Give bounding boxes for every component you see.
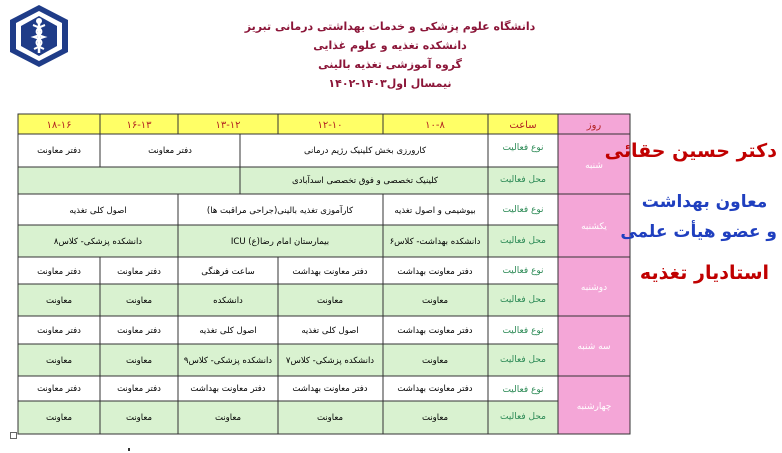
table-cell: اصول کلی تغذیه [69,206,127,216]
header-13-16: ۱۶-۱۳ [126,120,152,131]
label-type: نوع فعالیت [502,266,544,276]
table-cell: دفتر معاونت بهداشت [292,267,368,277]
header-8-10: ۱۰-۸ [425,120,445,131]
anchor-marker [10,432,17,439]
table-cell: دفتر معاونت بهداشت [190,384,266,394]
table-cell: دفتر معاونت [117,326,161,336]
table-cell: دانشکده پزشکی- کلاس۷ [285,356,375,366]
title-faculty-member: و عضو هیأت علمی [620,222,777,242]
table-cell: دفتر معاونت [37,146,81,156]
table-cell: معاونت [421,356,449,366]
table-cell: دفتر معاونت بهداشت [292,384,368,394]
table-cell: معاونت [45,356,73,366]
table-cell: معاونت [421,296,449,306]
faculty-name: دانشکده تغذیه و علوم غذایی [313,39,467,52]
table-cell: دانشکده [213,296,243,306]
table-cell: کارآموزی تغذیه بالینی(جراحی مراقبت ها) [206,206,354,216]
table-cell: دفتر معاونت بهداشت [397,267,473,277]
table-cell: معاونت [125,296,153,306]
table-cell: معاونت [421,413,449,423]
table-cell: دفتر معاونت بهداشت [397,384,473,394]
table-cell: معاونت [45,296,73,306]
header-10-12: ۱۲-۱۰ [317,120,343,131]
table-cell: اصول کلی تغذیه [301,326,359,336]
header-16-18: ۱۸-۱۶ [46,120,72,131]
label-type: نوع فعالیت [502,326,544,336]
day-saturday: شنبه [585,161,603,171]
table-cell: دفتر معاونت [117,267,161,277]
row-labels [500,143,546,422]
table-cell: اصول کلی تغذیه [199,326,257,336]
person-name: دکتر حسین حقائی [604,140,777,162]
label-type: نوع فعالیت [502,385,544,395]
table-cell: کارورزی بخش کلینیک رژیم درمانی [303,146,427,156]
label-place: محل فعالیت [500,412,546,422]
table-cell: دفتر معاونت [148,146,192,156]
label-place: محل فعالیت [500,175,546,185]
table-cell: دفتر معاونت [37,326,81,336]
cursor-mark [128,448,130,451]
table-cell: دفتر معاونت بهداشت [397,326,473,336]
table-cell: معاونت [316,413,344,423]
label-type: نوع فعالیت [502,205,544,215]
department-name: گروه آموزشی تغذیه بالینی [318,58,462,71]
table-cell: ICU بیمارستان امام رضا(ع) [230,237,330,247]
table-cell: بیوشیمی و اصول تغذیه [394,206,476,216]
label-place: محل فعالیت [500,355,546,365]
header-hour: ساعت [509,120,537,131]
table-cell: معاونت [125,413,153,423]
day-monday: دوشنبه [580,283,608,293]
day-sunday: یکشنبه [581,222,607,232]
table-cell: معاونت [125,356,153,366]
table-cell: دانشکده بهداشت- کلاس۶ [389,237,481,247]
table-cell: معاونت [316,296,344,306]
header-day: روز [586,120,602,131]
label-type: نوع فعالیت [502,143,544,153]
table-cell: کلینیک تخصصی و فوق تخصصی اسدآبادی [292,176,438,186]
title-assistant-professor: استادیار تغذیه [639,262,770,284]
table-cell: دانشکده پزشکی- کلاس۸ [53,237,143,247]
semester-label: نیمسال اول۱۴۰۳-۱۴۰۲ [328,77,452,90]
title-deputy: معاون بهداشت [641,192,768,212]
university-name: دانشگاه علوم پزشکی و خدمات بهداشتی درمانی تبریز [244,20,536,33]
column-headers [46,120,601,131]
label-place: محل فعالیت [500,236,546,246]
table-cell: ساعت فرهنگی [201,267,255,277]
table-cell: معاونت [45,413,73,423]
table-cell: دفتر معاونت [37,267,81,277]
day-wednesday: چهارشنبه [576,402,612,412]
label-place: محل فعالیت [500,295,546,305]
table-cell: دفتر معاونت [37,384,81,394]
table-cell: دفتر معاونت [117,384,161,394]
header-12-13: ۱۳-۱۲ [215,120,241,131]
table-cell: دانشکده پزشکی- کلاس۹ [183,356,273,366]
table-cell: معاونت [214,413,242,423]
day-tuesday: سه شنبه [577,342,611,352]
